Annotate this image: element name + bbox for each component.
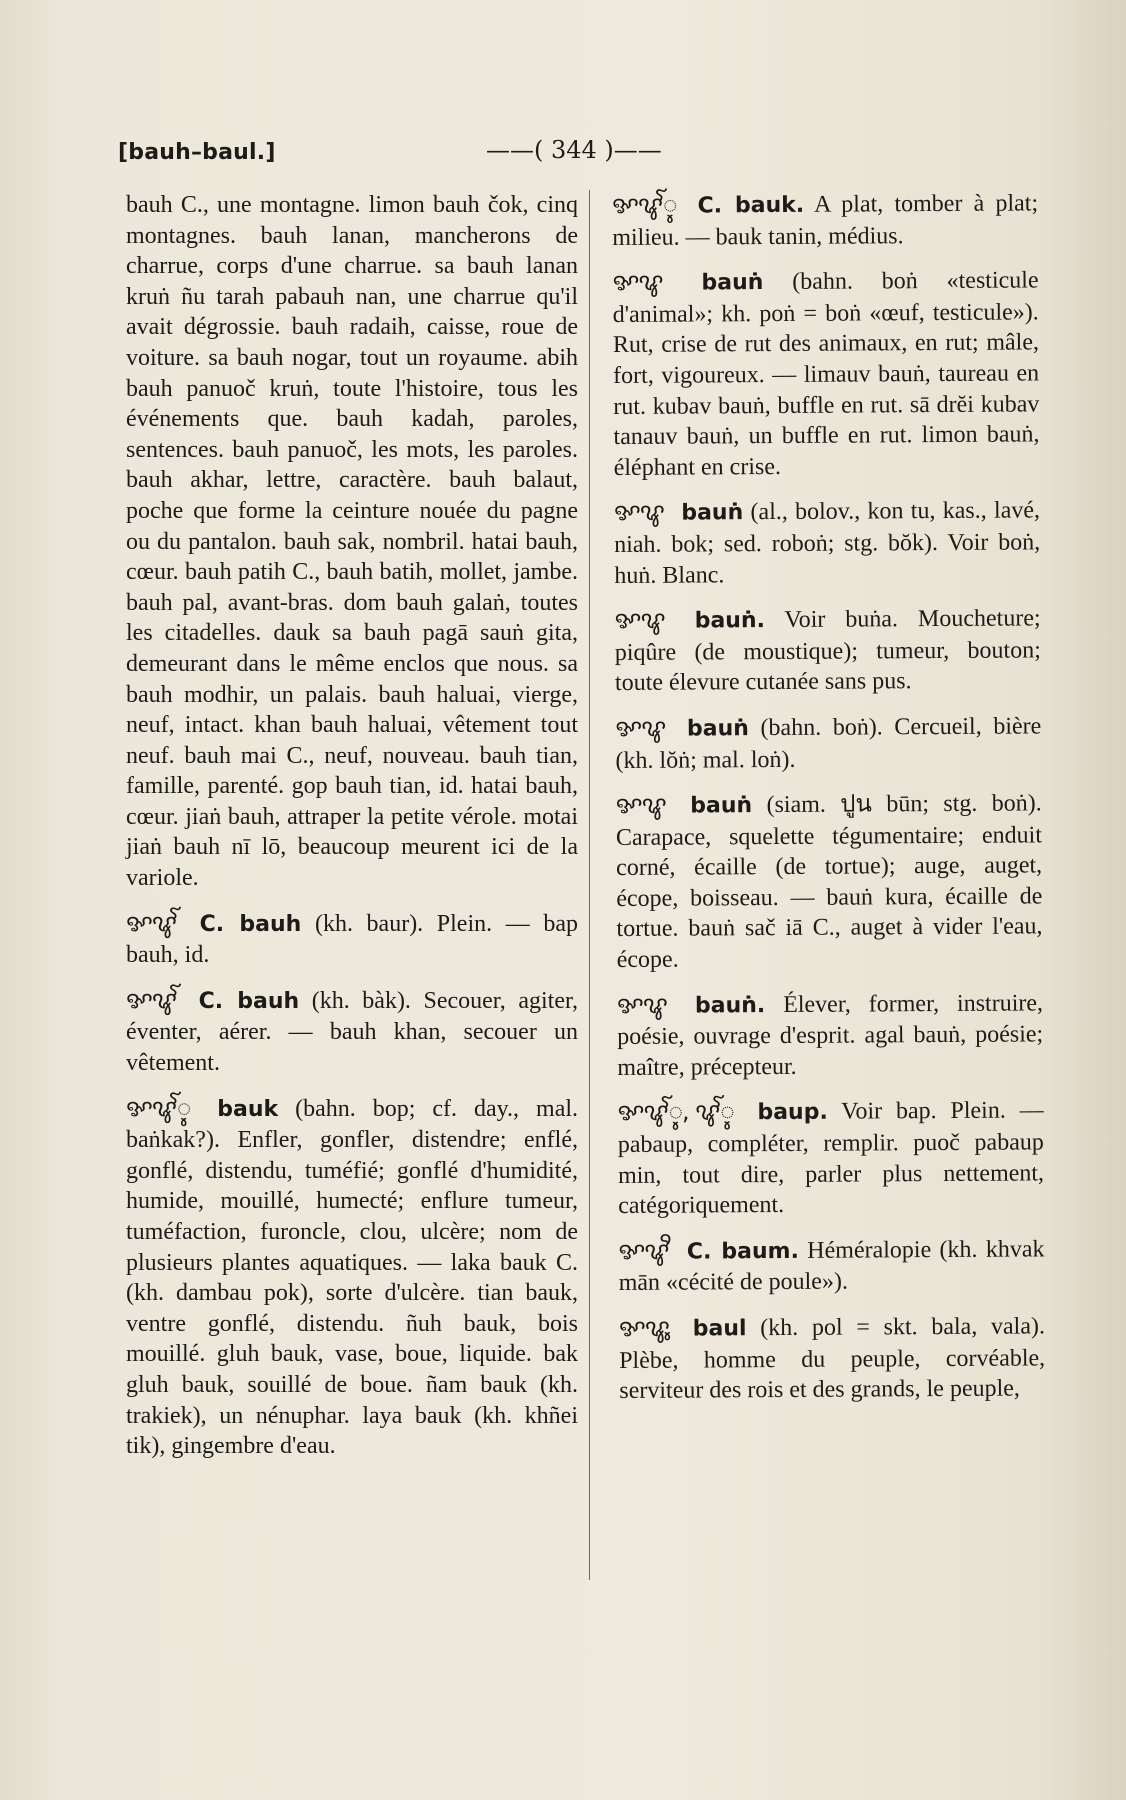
- dictionary-entry: [616, 787, 1043, 975]
- running-head: [bauh–baul.]: [118, 140, 276, 165]
- entry-text: (al., bolov., kon tu, kas., lavé, niah. bok; sed. roboṅ; stg. bŏk). Voir boṅ, huṅ. Blanc.: [614, 497, 1041, 589]
- dictionary-entry: [619, 1310, 1046, 1406]
- headword: C. bauh: [199, 911, 302, 937]
- cham-script-glyph: ꨀꨥꨱꨶ: [126, 1093, 191, 1122]
- entry-text: (bahn. bop; cf. day., mal. baṅkak?). Enfler, gonfler, distendre; enflé, gonflé, distendu, tuméfié; gonflé d'humidité, humide, mouillé, humecté; enflure tumeur, tuméfaction, furoncle, clou, ulcère; nom de plusieurs plantes aquatiques. — laka bauk C. (kh. dambau pok), sorte d'ulcère. tian bauk, ventre gonflé, distendu. ñuh bauk, bois mouillé. gluh bauk, vase, boue, liquide. bak gluh bauk, souillé de boue. ñam bauk (kh. trakiek), un nénuphar. laya bauk (kh. khñei tik), gingembre d'eau.: [126, 1095, 579, 1460]
- entry-continuation: [126, 190, 578, 894]
- entry-text: Héméralopie (kh. khvak mān «cécité de poule»).: [618, 1236, 1045, 1297]
- left-column: [126, 190, 578, 1476]
- cham-script-glyph: ꨀꨥꨱꨶ, ꨥꨱꨶ: [617, 1097, 734, 1127]
- cham-script-glyph: ꨀꨥ: [612, 267, 663, 297]
- headword: bauṅ.: [694, 608, 766, 634]
- cham-script-glyph: ꨀꨥ: [615, 713, 666, 742]
- headword: baup.: [757, 1100, 828, 1126]
- cham-script-glyph: ꨀꨥ: [613, 498, 665, 527]
- cham-script-glyph: ꨀꨥ: [615, 790, 666, 820]
- cham-script-glyph: ꨀꨥꨶ: [618, 1313, 670, 1342]
- dictionary-entry: [617, 987, 1044, 1083]
- entry-text: (kh. baur). Plein. — bap bauh, id.: [126, 910, 578, 969]
- dictionary-entry: [615, 710, 1041, 776]
- entry-text: (bahn. boṅ). Cercueil, bière (kh. lŏṅ; mal. loṅ).: [615, 713, 1042, 774]
- entry-text: Élever, former, instruire, poésie, ouvrage d'esprit. agal bauṅ, poésie; maître, précepteur.: [617, 990, 1044, 1081]
- headword: bauk: [217, 1096, 279, 1122]
- cham-script-glyph: ꨀꨥꨱ: [126, 908, 177, 937]
- headword: bauṅ: [701, 270, 764, 296]
- dictionary-entry: [618, 1095, 1045, 1222]
- headword: baul: [692, 1316, 747, 1342]
- dictionary-entry: [612, 265, 1039, 484]
- entry-text: Voir buṅa. Moucheture; piqûre (de moustique); tumeur, bouton; toute élevure cutanée sans pus.: [614, 605, 1041, 697]
- entry-text: (kh. pol = skt. bala, vala). Plèbe, homme du peuple, corvéable, serviteur des rois et des grands, le peuple,: [619, 1313, 1046, 1405]
- headword: bauṅ: [681, 500, 744, 526]
- right-column: [612, 187, 1046, 1420]
- headword: bauṅ: [686, 716, 749, 742]
- entry-text: Voir bap. Plein. — pabaup, compléter, remplir. puoč pabaup min, tout dire, parler plus nettement, catégoriquement.: [617, 1097, 1045, 1220]
- cham-script-glyph: ꨀꨥꨪ: [618, 1236, 669, 1265]
- cham-script-glyph: ꨀꨥ: [616, 990, 668, 1019]
- page-number: ——( 344 )——: [486, 136, 662, 164]
- headword: bauṅ.: [694, 992, 766, 1019]
- entry-text: A plat, tomber à plat; milieu. — bauk tanin, médius.: [612, 190, 1039, 251]
- entry-text: bauh C., une montagne. limon bauh čok, cinq montagnes. bauh lanan, mancherons de charrue, corps d'une charrue. sa bauh lanan kruṅ ñu tarah pabauh nan, une charrue qu'il avait dégrossie. bauh radaih, caisse, roue de voiture. sa bauh nogar, tout un royaume. abih bauh panuoč kruṅ, toute l'histoire, tous les événements que. bauh kadah, paroles, sentences. bauh panuoč, les mots, les paroles. bauh akhar, lettre, caractère. bauh balaut, poche que forme la ceinture nouée du pagne ou du pantalon. bauh sak, nombril. hatai bauh, cœur. bauh patih C., bauh batih, mollet, jambe. bauh pal, avant-bras. dom bauh galaṅ, toutes les citadelles. dauk sa bauh pagā sauṅ gita, demeurant dans le même enclos que nous. sa bauh modhir, un palais. bauh haluai, vierge, neuf, intact. khan bauh haluai, vêtement tout neuf. bauh mai C., neuf, nouveau. bauh tian, famille, parenté. gop bauh tian, id. hatai bauh, cœur. jiaṅ bauh, attraper la petite vérole. motai jiaṅ bauh nī lō, beaucoup meurent ici de la variole.: [126, 192, 578, 892]
- entry-text: (bahn. boṅ «testicule d'animal»; kh. poṅ = boṅ «œuf, testicule»). Rut, crise de rut des animaux, en rut; mâle, fort, vigoureux. — limauv bauṅ, taureau en rut. kubav bauṅ, buffle en rut. sā drĕi kubav tanauv bauṅ, un buffle en rut. limon bauṅ, éléphant en crise.: [612, 267, 1040, 481]
- headword: C. bauk.: [697, 192, 805, 219]
- dictionary-entry: [126, 1093, 578, 1462]
- dictionary-entry: [614, 495, 1041, 591]
- dictionary-entry: [126, 985, 578, 1079]
- dictionary-entry: [615, 603, 1042, 699]
- entry-text: (siam. ปูน būn; stg. boṅ). Carapace, squelette tégumentaire; enduit corné, écaille (de tortue); auge, auget, écope, boisseau. — bauṅ kura, écaille de tortue. bauṅ sač iā C., auget à vider l'eau, écope.: [615, 790, 1043, 974]
- cham-script-glyph: ꨀꨥ: [614, 605, 665, 635]
- column-divider: [589, 190, 590, 1580]
- headword: C. bauh: [198, 988, 300, 1014]
- dictionary-entry: [618, 1233, 1044, 1299]
- cham-script-glyph: ꨀꨥꨱꨶ: [612, 190, 677, 219]
- entry-text: (kh. bàk). Secouer, agiter, éventer, aérer. — bauh khan, secouer un vêtement.: [126, 987, 579, 1077]
- dictionary-entry: [612, 187, 1038, 253]
- headword: bauṅ: [690, 793, 753, 819]
- dictionary-entry: [126, 908, 578, 971]
- headword: C. baum.: [686, 1238, 799, 1265]
- cham-script-glyph: ꨀꨥꨱ: [126, 985, 177, 1014]
